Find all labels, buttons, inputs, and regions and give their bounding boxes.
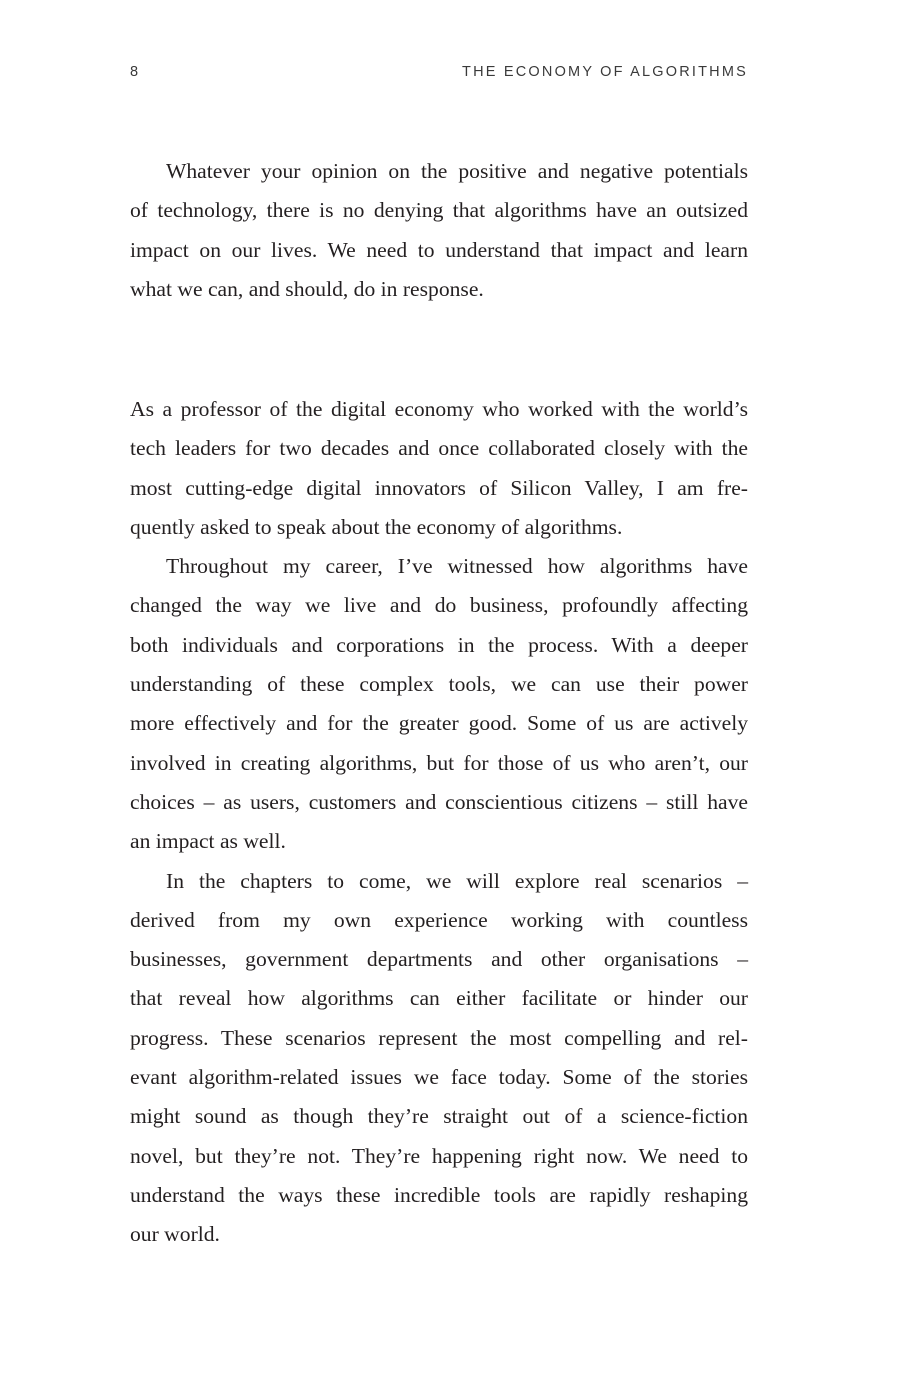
text-line: involved in creating algorithms, but for those of us who aren’t, our <box>130 750 748 775</box>
text-line: In the chapters to come, we will explore real scenarios – <box>166 868 748 893</box>
text-line: impact on our lives. We need to understand that impact and learn <box>130 237 748 262</box>
page-number: 8 <box>130 64 139 80</box>
text-block-opening <box>130 152 748 309</box>
text-line: might sound as though they’re straight out of a science-fiction <box>130 1104 748 1129</box>
text-line: an impact as well. <box>130 829 286 854</box>
text-line: Whatever your opinion on the positive and negative potentials <box>166 159 748 183</box>
text-line: tech leaders for two decades and once collaborated closely with the <box>130 436 748 461</box>
text-line: most cutting-edge digital innovators of Silicon Valley, I am fre- <box>130 475 748 500</box>
text-line: evant algorithm-related issues we face today. Some of the stories <box>130 1065 748 1090</box>
text-line: novel, but they’re not. They’re happening right now. We need to <box>130 1143 748 1168</box>
text-line: both individuals and corporations in the process. With a deeper <box>130 632 748 657</box>
paragraph-3 <box>130 547 748 861</box>
text-line: quently asked to speak about the economy of algorithms. <box>130 514 623 539</box>
text-line: understand the ways these incredible tools are rapidly reshaping <box>130 1182 748 1207</box>
text-line: changed the way we live and do business, profoundly affecting <box>130 593 748 618</box>
paragraph-4 <box>130 862 748 1255</box>
text-line: derived from my own experience working with countless <box>130 907 748 932</box>
paragraph-2 <box>130 390 748 547</box>
text-line: progress. These scenarios represent the most compelling and rel- <box>130 1025 748 1050</box>
text-line: our world. <box>130 1222 220 1247</box>
text-line: understanding of these complex tools, we can use their power <box>130 672 748 697</box>
text-line: of technology, there is no denying that algorithms have an outsized <box>130 198 748 223</box>
text-line: As a professor of the digital economy who worked with the world’s <box>130 397 748 421</box>
text-block-main <box>130 390 748 1255</box>
running-title: THE ECONOMY OF ALGORITHMS <box>462 64 748 80</box>
text-line: more effectively and for the greater good. Some of us are actively <box>130 711 748 736</box>
text-line: what we can, and should, do in response. <box>130 276 484 301</box>
text-line: choices – as users, customers and conscientious citizens – still have <box>130 789 748 814</box>
running-header <box>130 64 748 86</box>
paragraph-1 <box>130 152 748 309</box>
text-line: that reveal how algorithms can either facilitate or hinder our <box>130 986 748 1011</box>
text-line: businesses, government departments and other organisations – <box>130 947 748 972</box>
text-line: Throughout my career, I’ve witnessed how algorithms have <box>166 554 748 579</box>
